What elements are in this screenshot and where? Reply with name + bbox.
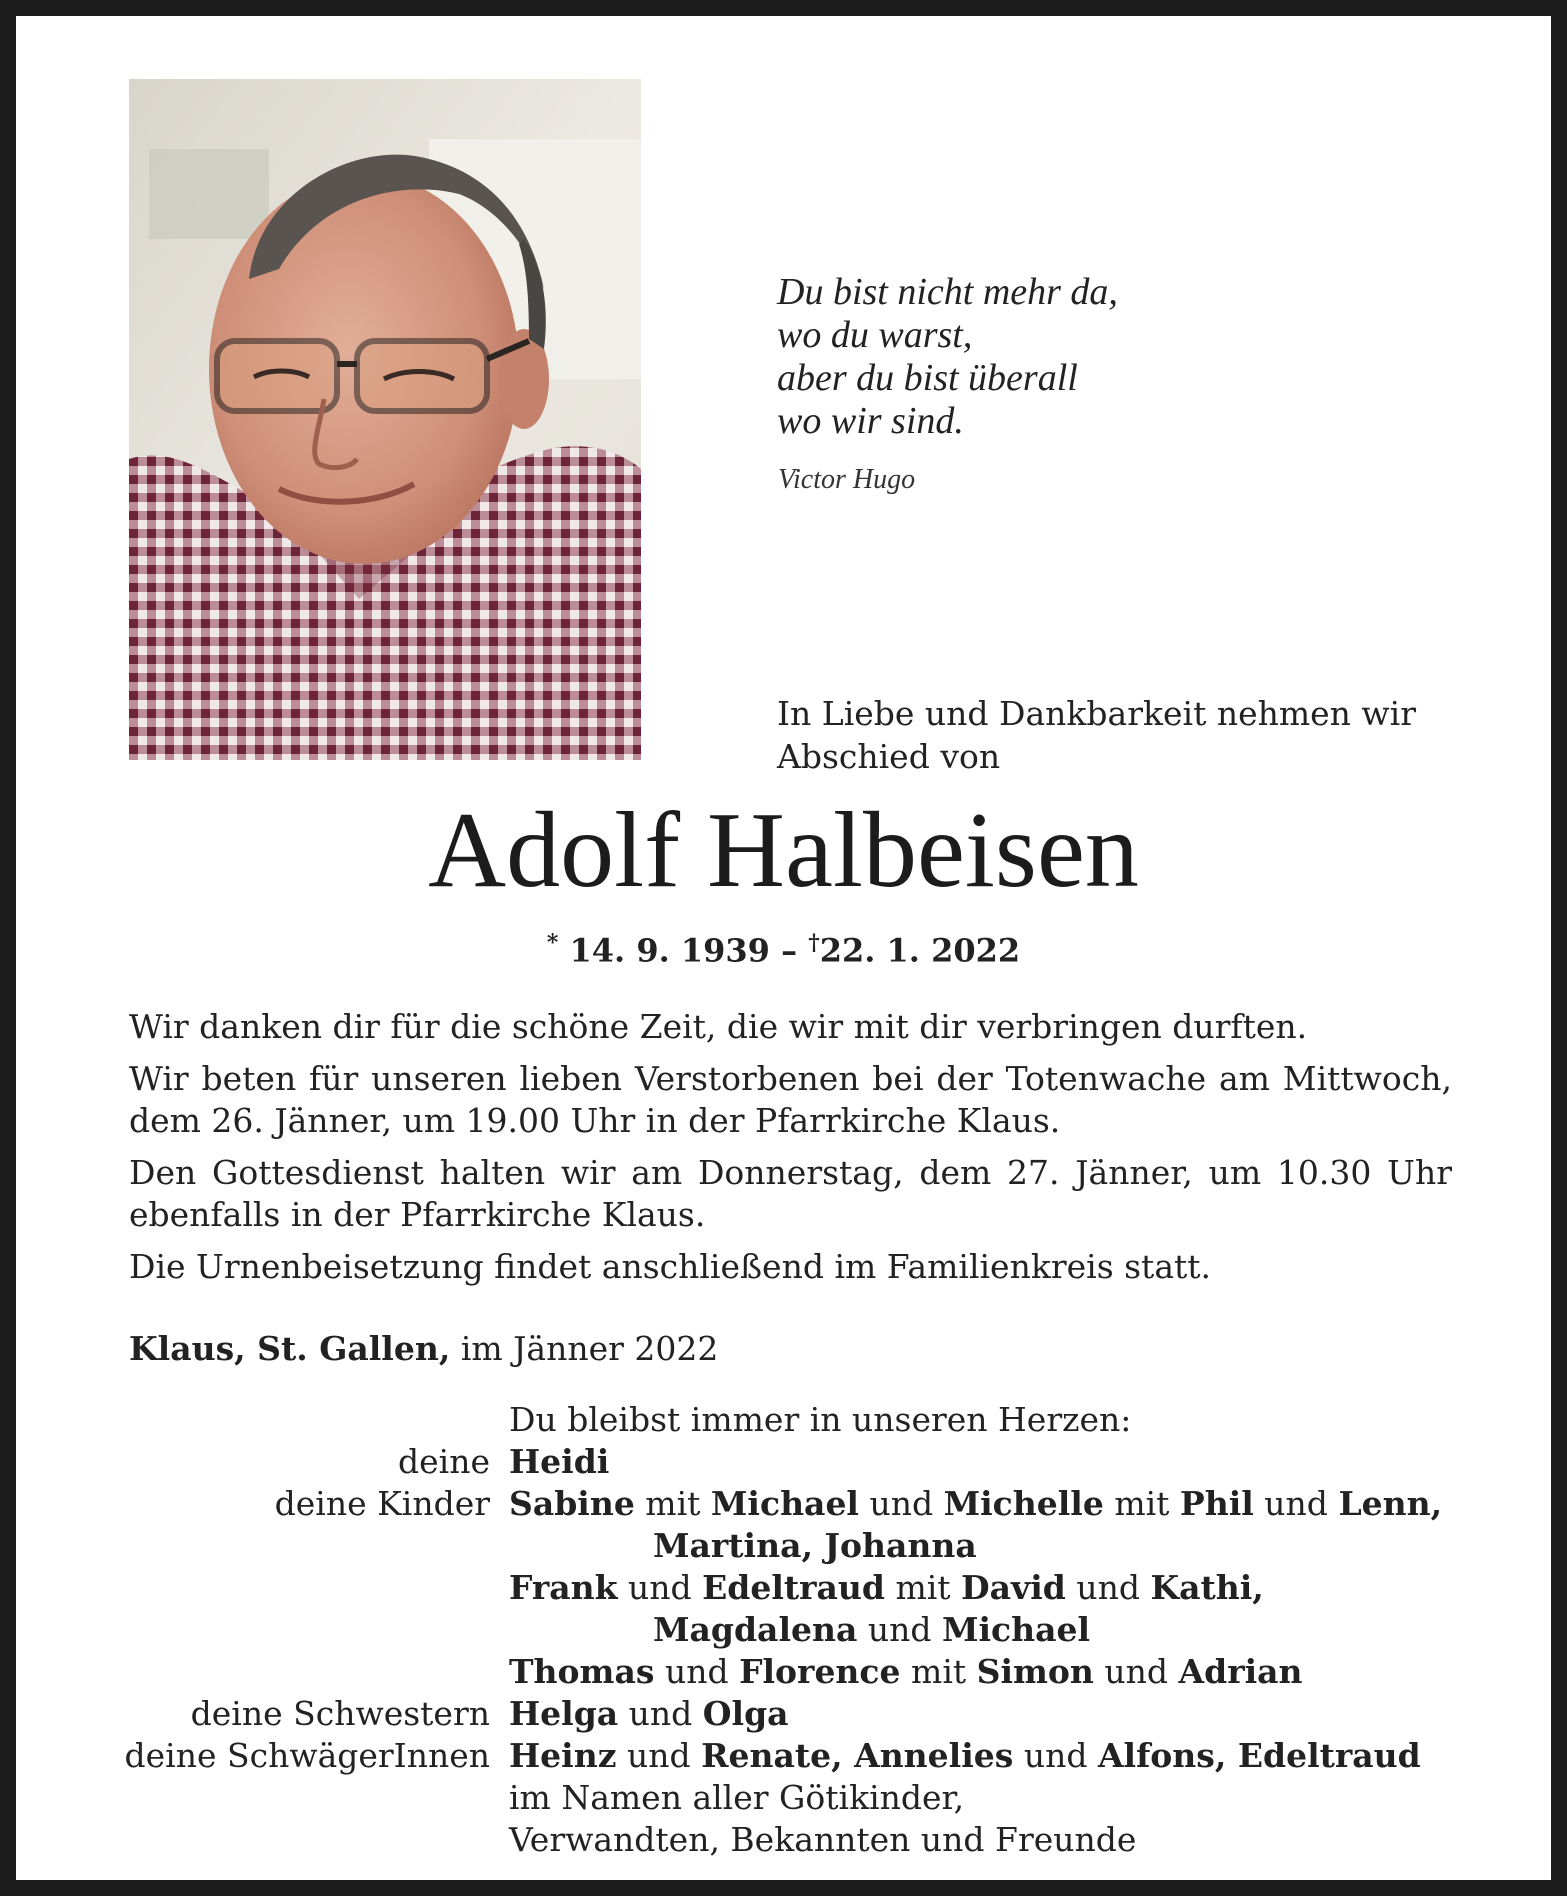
connector-word: und [857, 1610, 942, 1649]
connector-word: mit [900, 1652, 977, 1691]
mourner-name: Florence [739, 1652, 901, 1691]
mourner-name: Frank [509, 1568, 618, 1607]
mourner-names [509, 1483, 1442, 1525]
mourner-row [16, 1525, 1551, 1567]
life-dates [16, 930, 1551, 970]
mourner-row [16, 1693, 1551, 1735]
mourner-names: im Namen aller Götikinder, [509, 1778, 965, 1817]
quote [777, 271, 1118, 443]
intro-text: In Liebe und Dankbarkeit nehmen wir Abschied von [777, 694, 1417, 776]
connector-word: mit [884, 1568, 962, 1607]
mourner-names [509, 1693, 789, 1735]
birth-date: 14. 9. 1939 [569, 931, 770, 970]
mourner-name: Martina, Johanna [653, 1526, 977, 1565]
announcement-body [129, 1006, 1452, 1298]
mourner-names [509, 1567, 1264, 1609]
portrait-illustration [129, 79, 641, 760]
relation-label: deine SchwägerInnen [124, 1736, 490, 1775]
mourner-name: Alfons, Edeltraud [1097, 1736, 1421, 1775]
relation-label: deine Kinder [274, 1484, 490, 1523]
mourner-names: Verwandten, Bekannten und Freunde [509, 1820, 1137, 1859]
connector-word: und [654, 1652, 740, 1691]
mourner-name: Michael [941, 1610, 1091, 1649]
mourners-list [16, 1399, 1551, 1861]
mourner-row [16, 1567, 1551, 1609]
mourner-name: Thomas [509, 1652, 655, 1691]
connector-word: mit [1103, 1484, 1180, 1523]
place-date: im Jänner 2022 [460, 1329, 719, 1368]
mourner-name: Kathi, [1150, 1568, 1264, 1607]
quote-line: wo du warst, [777, 314, 973, 356]
quote-line: aber du bist überall [777, 357, 1078, 399]
mourner-row [16, 1399, 1551, 1441]
body-paragraph: Den Gottesdienst halten wir am Donnerstag, dem 27. Jänner, um 10.30 Uhr ebenfalls in der Pfarrkirche Klaus. [129, 1153, 1452, 1234]
deceased-name: Adolf Halbeisen [428, 791, 1139, 910]
mourner-name: David [961, 1568, 1066, 1607]
connector-word: und [1253, 1484, 1339, 1523]
mourner-row [16, 1651, 1551, 1693]
mourner-row [16, 1819, 1551, 1861]
mourner-row [16, 1777, 1551, 1819]
place-date-line [129, 1329, 718, 1368]
body-paragraph: Die Urnenbeisetzung findet anschließend im Familienkreis statt. [129, 1247, 1212, 1286]
mourner-names: Du bleibst immer in unseren Herzen: [509, 1400, 1132, 1439]
mourner-row [16, 1735, 1551, 1777]
date-separator: – [781, 931, 798, 970]
mourner-row [16, 1441, 1551, 1483]
connector-word: und [616, 1736, 702, 1775]
mourner-names [653, 1525, 977, 1567]
relation-label: deine [398, 1442, 490, 1481]
mourner-name: Edeltraud [702, 1568, 885, 1607]
mourner-row [16, 1609, 1551, 1651]
quote-line: Du bist nicht mehr da, [777, 271, 1118, 313]
mourner-name: Adrian [1178, 1652, 1303, 1691]
mourner-names [509, 1441, 609, 1483]
connector-word: und [1093, 1652, 1179, 1691]
mourner-name: Heinz [509, 1736, 617, 1775]
mourner-name: Michelle [943, 1484, 1104, 1523]
mourner-name: Phil [1179, 1484, 1254, 1523]
death-date: 22. 1. 2022 [819, 931, 1021, 970]
connector-word: und [1013, 1736, 1098, 1775]
connector-word: und [858, 1484, 944, 1523]
mourner-name: Lenn, [1338, 1484, 1443, 1523]
place-location: Klaus, St. Gallen, [129, 1329, 451, 1368]
quote-line: wo wir sind. [777, 400, 964, 442]
body-paragraph: Wir danken dir für die schöne Zeit, die wir mit dir verbringen durften. [129, 1007, 1308, 1046]
mourner-name: Sabine [509, 1484, 635, 1523]
mourner-name: Helga [509, 1694, 619, 1733]
mourner-row [16, 1483, 1551, 1525]
mourner-names [509, 1735, 1421, 1777]
mourner-names [509, 1651, 1303, 1693]
connector-word: und [617, 1568, 703, 1607]
mourner-names [653, 1609, 1090, 1651]
quote-author: Victor Hugo [778, 464, 916, 495]
connector-word: und [1065, 1568, 1151, 1607]
birth-symbol: * [546, 930, 559, 956]
mourner-name: Olga [702, 1694, 789, 1733]
connector-word: mit [634, 1484, 711, 1523]
mourner-name: Renate, Annelies [701, 1736, 1014, 1775]
portrait-photo [129, 79, 641, 760]
mourner-name: Magdalena [653, 1610, 858, 1649]
relation-label: deine Schwestern [190, 1694, 490, 1733]
mourner-name: Michael [710, 1484, 859, 1523]
body-paragraph: Wir beten für unseren lieben Verstorbenen bei der Totenwache am Mittwoch, dem 26. Jänner, um 19.00 Uhr in der Pfarrkirche Klaus. [129, 1059, 1452, 1140]
mourner-name: Simon [976, 1652, 1094, 1691]
mourner-name: Heidi [509, 1442, 610, 1481]
death-symbol: † [808, 930, 820, 956]
connector-word: und [618, 1694, 703, 1733]
